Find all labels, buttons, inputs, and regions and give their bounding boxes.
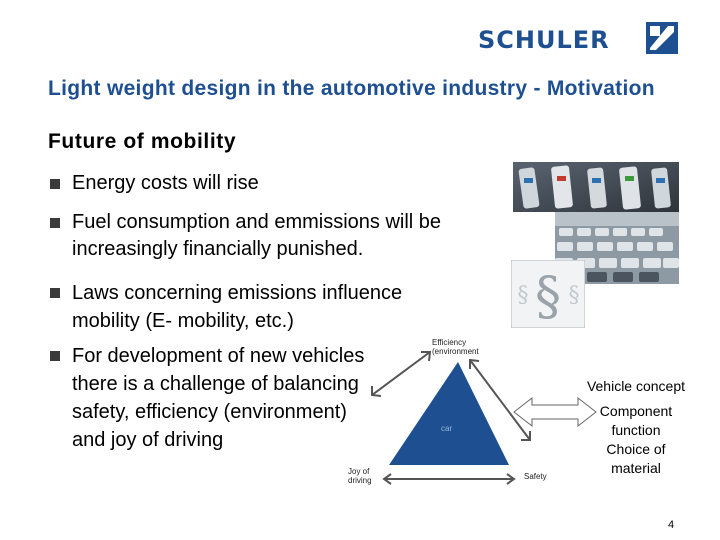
page-number: 4 [668,519,675,531]
slide-title: Light weight design in the automotive industry - Motivation [48,77,655,100]
svg-text:§: § [568,283,580,308]
bullet-text-1: Energy costs will rise [72,172,259,194]
slide-subtitle: Future of mobility [48,130,237,153]
bottom-double-arrow [384,474,514,484]
joy-of-driving-label [348,467,372,485]
concept-line-material: material [611,460,661,476]
concept-line-choice: Choice of [606,441,666,457]
concept-line-component: Component [599,403,673,419]
concept-line-function: function [611,422,661,438]
efficiency-label-line2: (environment [432,347,479,356]
svg-text:§: § [535,267,561,327]
vehicle-concept-title: Vehicle concept [586,378,686,394]
logo-text: SCHULER [478,26,610,54]
joy-label-line1: Joy of [348,467,370,476]
concept-details [574,402,698,478]
joy-label-line2: driving [348,476,372,485]
efficiency-label-line1: Efficiency [432,338,467,347]
safety-label: Safety [524,472,547,481]
bullet-text-2: Fuel consumption and emmissions will be increasingly financially punished. [72,211,442,260]
car-triangle [389,362,509,465]
bullet-text-4: For development of new vehicles there is a challenge of balancing safety, efficiency (environment) and joy of driving [72,345,365,451]
car-label: car [441,424,453,433]
bullet-text-3: Laws concerning emissions influence mobility (E- mobility, etc.) [72,282,403,332]
efficiency-label [432,338,479,356]
svg-text:§: § [517,283,529,308]
left-double-arrow [372,352,430,396]
